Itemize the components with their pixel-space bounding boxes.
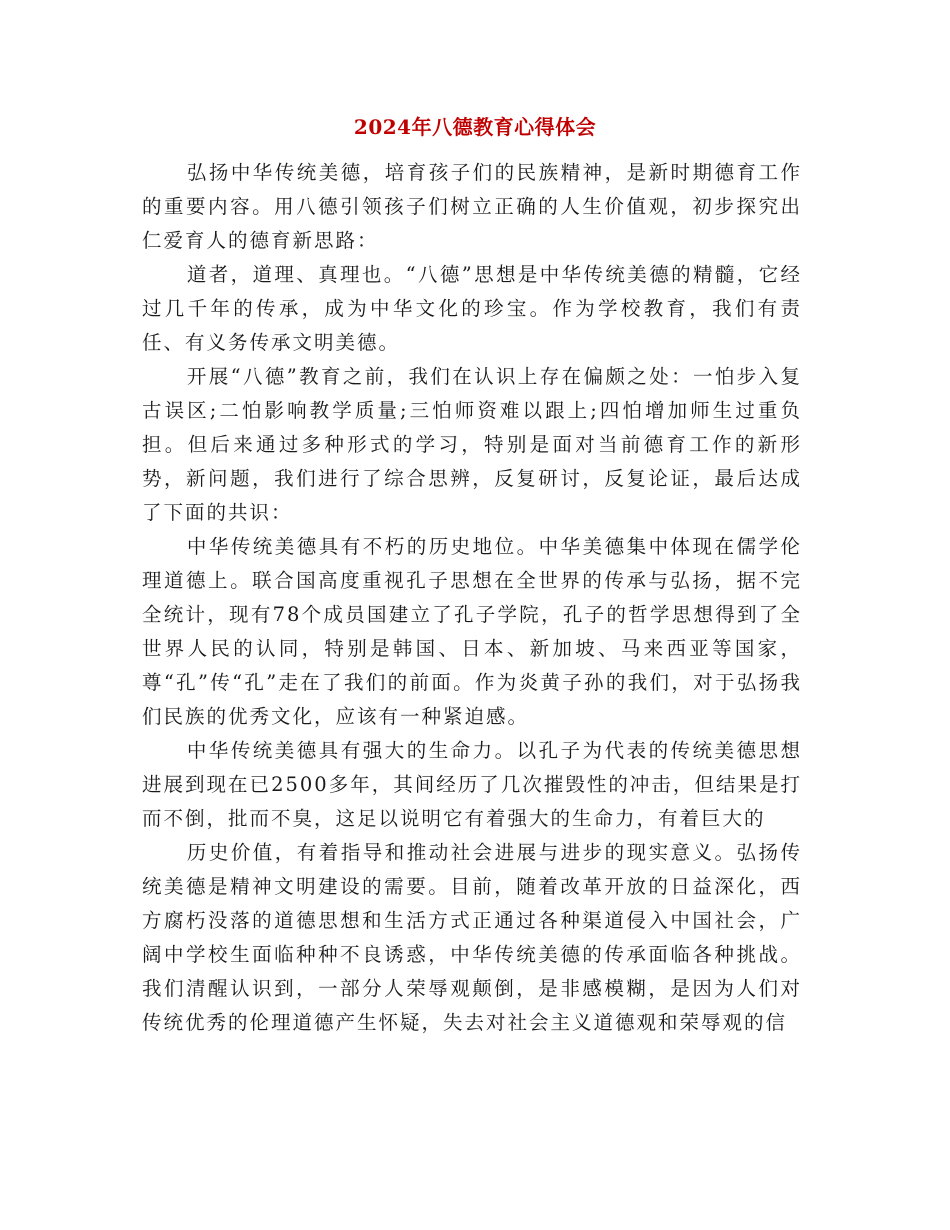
paragraph: 弘扬中华传统美德，培育孩子们的民族精神，是新时期德育工作的重要内容。用八德引领孩子们树立正确的人生价值观，初步探究出仁爱育人的德育新思路： bbox=[142, 161, 802, 252]
paragraph: 中华传统美德具有不朽的历史地位。中华美德集中体现在儒学伦理道德上。联合国高度重视孔子思想在全世界的传承与弘扬，据不完全统计，现有78个成员国建立了孔子学院，孔子的哲学思想得到了全世界人民的认同，特别是韩国、日本、新加坡、马来西亚等国家，尊“孔”传“孔”走在了我们的前面。作为炎黄子孙的我们，对于弘扬我们民族的优秀文化，应该有一种紧迫感。 bbox=[142, 535, 802, 728]
paragraph: 开展“八德”教育之前，我们在认识上存在偏颇之处：一怕步入复古误区;二怕影响教学质量;三怕师资难以跟上;四怕增加师生过重负担。但后来通过多种形式的学习，特别是面对当前德育工作的新形势，新问题，我们进行了综合思辨，反复研讨，反复论证，最后达成了下面的共识： bbox=[142, 365, 802, 524]
paragraph: 中华传统美德具有强大的生命力。以孔子为代表的传统美德思想进展到现在已2500多年，其间经历了几次摧毁性的冲击，但结果是打而不倒，批而不臭，这足以说明它有着强大的生命力，有着巨大的 bbox=[142, 739, 802, 830]
paragraph: 历史价值，有着指导和推动社会进展与进步的现实意义。弘扬传统美德是精神文明建设的需要。目前，随着改革开放的日益深化，西方腐朽没落的道德思想和生活方式正通过各种渠道侵入中国社会，广阔中学校生面临种种不良诱惑，中华传统美德的传承面临各种挑战。我们清醒认识到，一部分人荣辱观颠倒，是非感模糊，是因为人们对传统优秀的伦理道德产生怀疑，失去对社会主义道德观和荣辱观的信 bbox=[142, 841, 802, 1034]
paragraph: 道者，道理、真理也。“八德”思想是中华传统美德的精髓，它经过几千年的传承，成为中华文化的珍宝。作为学校教育，我们有责任、有义务传承文明美德。 bbox=[142, 263, 802, 354]
document-title: 2024年八德教育心得体会 bbox=[353, 115, 597, 139]
document-body bbox=[142, 156, 802, 1040]
